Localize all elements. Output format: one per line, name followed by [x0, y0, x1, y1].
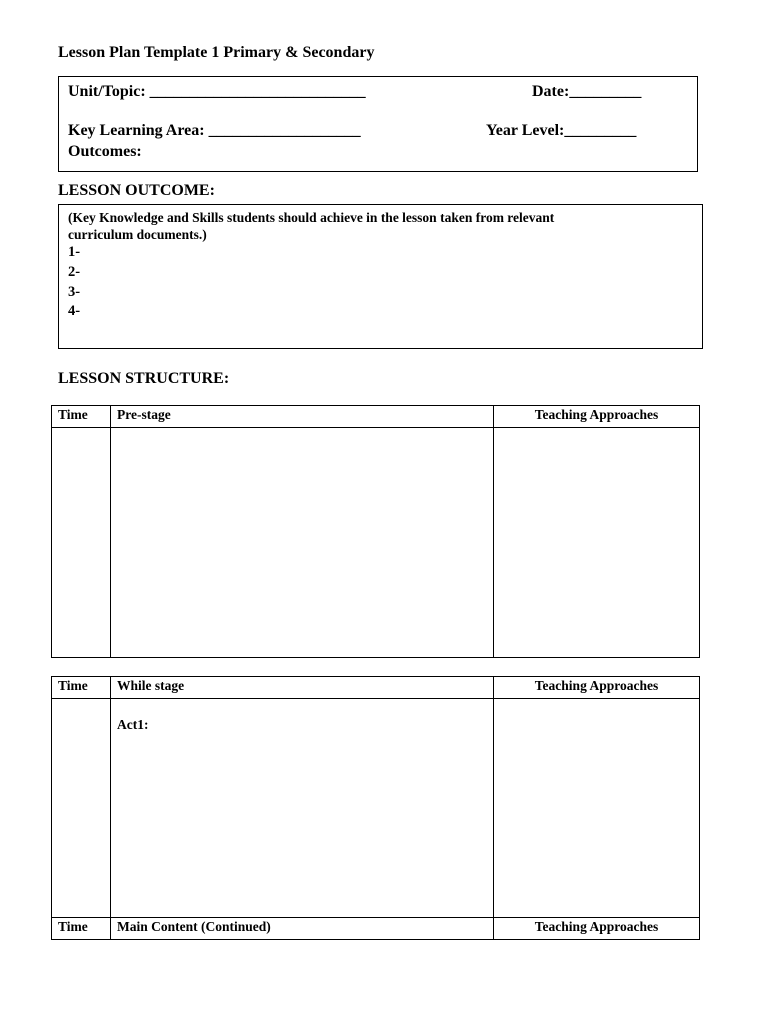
- time-header: Time: [52, 677, 111, 699]
- outcome-item-4: 4-: [68, 303, 81, 319]
- table-row: [52, 428, 700, 658]
- pre-stage-header: Pre-stage: [111, 406, 494, 428]
- lesson-info-box: [58, 76, 698, 172]
- while-stage-content-cell[interactable]: [111, 699, 494, 918]
- pre-stage-table: [51, 405, 700, 658]
- outcomes-label: Outcomes:: [68, 143, 142, 160]
- table-header-row: [52, 677, 700, 699]
- outcome-item-3: 3-: [68, 284, 81, 300]
- year-level-field[interactable]: Year Level:_________: [486, 122, 637, 139]
- pre-stage-content-cell[interactable]: [111, 428, 494, 658]
- teaching-approaches-header-continued: Teaching Approaches: [494, 918, 700, 940]
- unit-topic-field[interactable]: Unit/Topic: ___________________________: [68, 83, 366, 100]
- lesson-outcome-box[interactable]: [58, 204, 703, 349]
- while-stage-header: While stage: [111, 677, 494, 699]
- lesson-outcome-heading: LESSON OUTCOME:: [58, 182, 215, 199]
- table-row: [52, 699, 700, 918]
- while-stage-time-cell[interactable]: [52, 699, 111, 918]
- outcome-item-1: 1-: [68, 244, 81, 260]
- date-field[interactable]: Date:_________: [532, 83, 642, 100]
- time-header-continued: Time: [52, 918, 111, 940]
- main-content-continued-header: Main Content (Continued): [111, 918, 494, 940]
- teaching-approaches-header: Teaching Approaches: [494, 406, 700, 428]
- lesson-structure-heading: LESSON STRUCTURE:: [58, 370, 230, 387]
- teaching-approaches-header: Teaching Approaches: [494, 677, 700, 699]
- outcome-item-2: 2-: [68, 264, 81, 280]
- outcome-description-line1: (Key Knowledge and Skills students should achieve in the lesson taken from relevant: [68, 210, 555, 225]
- page-title: Lesson Plan Template 1 Primary & Secondary: [58, 44, 375, 61]
- while-stage-table: [51, 676, 700, 940]
- table-header-row: [52, 406, 700, 428]
- while-stage-approaches-cell[interactable]: [494, 699, 700, 918]
- time-header: Time: [52, 406, 111, 428]
- pre-stage-time-cell[interactable]: [52, 428, 111, 658]
- activity-label: Act1:: [117, 717, 149, 732]
- pre-stage-approaches-cell[interactable]: [494, 428, 700, 658]
- key-learning-area-field[interactable]: Key Learning Area: ___________________: [68, 122, 361, 139]
- outcome-description-line2: curriculum documents.): [68, 227, 207, 242]
- table-header-row: [52, 918, 700, 940]
